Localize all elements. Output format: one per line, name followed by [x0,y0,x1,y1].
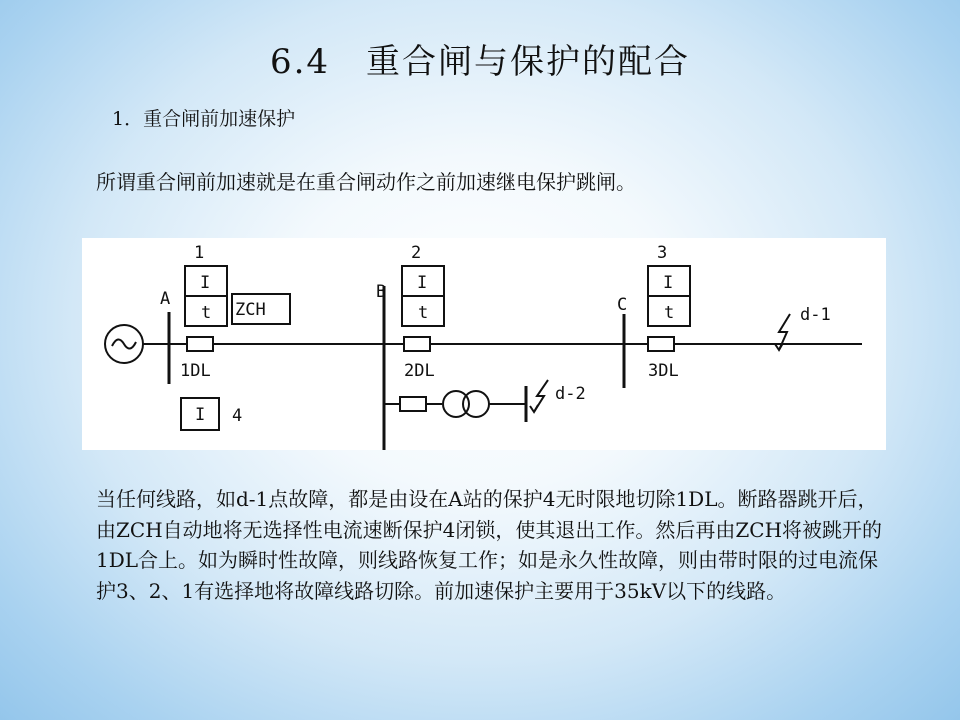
relay-1-current-label: I [200,273,211,293]
station-c-label: C [617,295,628,315]
relay-2-number: 2 [411,243,422,263]
relay-4-current-label: I [195,405,206,425]
branch-breaker [400,397,426,411]
section-heading: 1．重合闸前加速保护 [112,108,296,130]
generator-wave-icon [112,339,136,348]
relay-2-time-label: t [418,303,429,323]
station-a-label: A [160,289,171,309]
relay-3-current-label: I [663,273,674,293]
breaker-3dl-label: 3DL [648,361,679,381]
relay-1-number: 1 [194,243,205,263]
fault-d1-label: d-1 [800,305,831,325]
station-b-label: B [376,282,387,302]
transformer-icon [443,391,469,417]
circuit-diagram [82,238,886,450]
relay-3-time-label: t [664,303,675,323]
breaker-3dl [648,337,674,351]
circuit-diagram-svg [82,238,886,450]
zch-label: ZCH [235,300,266,320]
breaker-1dl [187,337,213,351]
relay-1-time-label: t [201,303,212,323]
breaker-1dl-label: 1DL [180,361,211,381]
breaker-2dl [404,337,430,351]
intro-text: 所谓重合闸前加速就是在重合闸动作之前加速继电保护跳闸。 [96,170,636,194]
relay-4-number: 4 [232,406,243,426]
breaker-2dl-label: 2DL [404,361,435,381]
slide-title: 6.4 重合闸与保护的配合 [269,42,691,82]
relay-2-current-label: I [417,273,428,293]
explanation-text: 当任何线路，如d-1点故障，都是由设在A站的保护4无时限地切除1DL。断路器跳开后，由ZCH自动地将无选择性电流速断保护4闭锁，使其退出工作。然后再由ZCH将被跳开的1DL合上。如为瞬时性故障，则线路恢复工作；如是永久性故障，则由带时限的过电流保护3、2、1有选择地将故障线路切除。前加速保护主要用于35kV以下的线路。 [96,487,883,603]
fault-d2-label: d-2 [555,384,586,404]
relay-3-number: 3 [657,243,668,263]
